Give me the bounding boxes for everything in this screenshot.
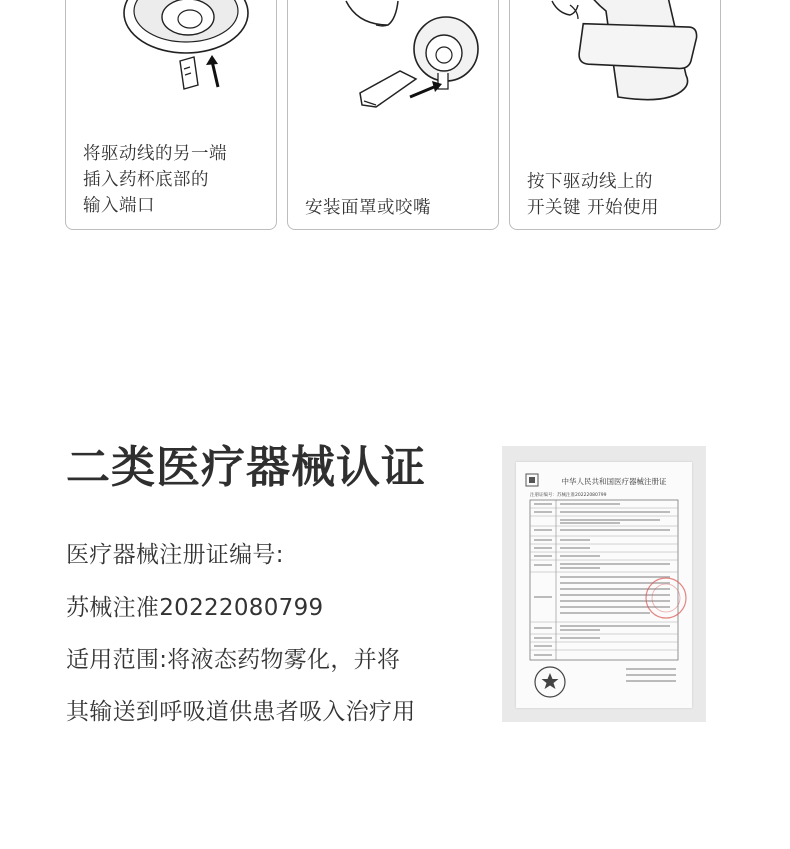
certificate-number: 注册证编号：苏械注准20222080799 bbox=[530, 493, 607, 498]
registration-label: 医疗器械注册证编号: bbox=[66, 542, 284, 568]
step-1-line-1: 将驱动线的另一端 bbox=[83, 144, 227, 164]
step-card-1 bbox=[65, 0, 277, 230]
step-card-2 bbox=[287, 0, 499, 230]
step-card-3 bbox=[509, 0, 721, 230]
press-switch-icon bbox=[510, 0, 721, 143]
scope-line-1: 适用范围:将液态药物雾化，并将 bbox=[66, 647, 401, 673]
step-1-line-3: 输入端口 bbox=[83, 196, 155, 216]
registration-number: 苏械注准20222080799 bbox=[66, 595, 324, 621]
drive-cable-plug-icon bbox=[66, 0, 277, 143]
step-1-line-2: 插入药杯底部的 bbox=[83, 170, 209, 190]
step-3-line-1: 按下驱动线上的 bbox=[527, 172, 653, 192]
certification-title: 二类医疗器械认证 bbox=[66, 442, 426, 493]
step-3-line-2: 开关键 开始使用 bbox=[527, 198, 660, 218]
mask-mouthpiece-icon bbox=[288, 0, 499, 143]
scope-line-2: 其输送到呼吸道供患者吸入治疗用 bbox=[66, 699, 416, 725]
certificate-heading: 中华人民共和国医疗器械注册证 bbox=[561, 477, 667, 486]
step-2-line-1: 安装面罩或咬嘴 bbox=[305, 198, 431, 218]
certificate-document-graphic bbox=[516, 462, 692, 708]
registration-certificate-image bbox=[516, 462, 692, 708]
